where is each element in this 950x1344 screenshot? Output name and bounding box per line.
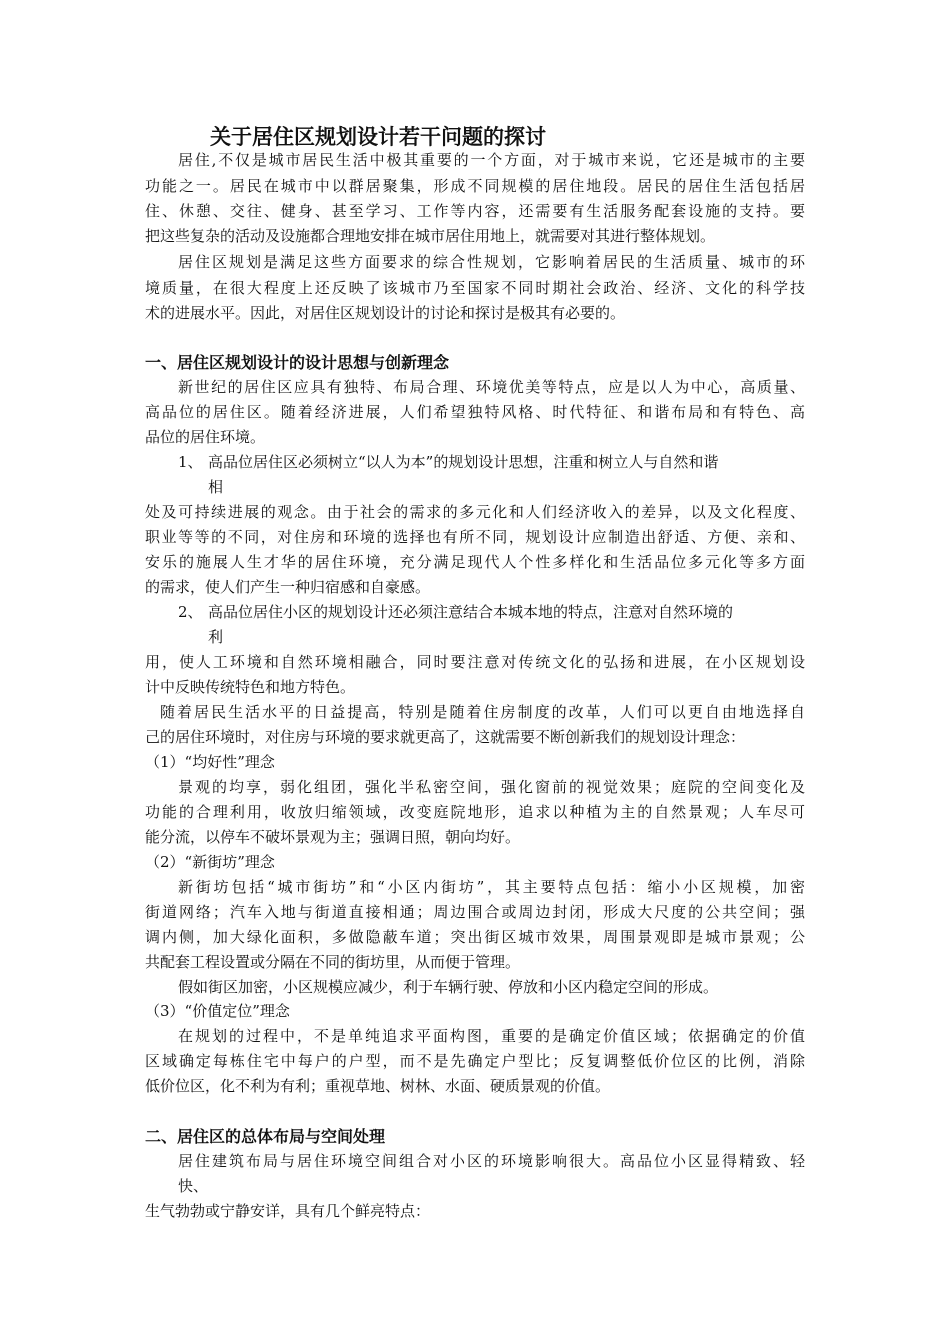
concept2-line-4: 共配套工程设置或分隔在不同的街坊里，从而便于管理。 [145, 953, 521, 971]
concept1-line-1: 景观的均享，弱化组团，强化半私密空间，强化窗前的视觉效果；庭院的空间变化及 [178, 778, 805, 796]
item1-line-3: 安乐的施展人生才华的居住环境，充分满足现代人个性多样化和生活品位多元化等多方面 [145, 553, 805, 571]
section1-heading: 一、居住区规划设计的设计思想与创新理念 [145, 353, 450, 372]
concept3-line-1: 在规划的过程中，不是单纯追求平面构图，重要的是确定价值区域；依据确定的价值 [178, 1027, 805, 1045]
concept3-label: （3）“价值定位”理念 [145, 1002, 290, 1020]
section1-p2-line-1: 随着居民生活水平的日益提高，特别是随着住房制度的改革，人们可以更自由地选择自 [160, 703, 805, 721]
intro-p2-line-1: 居住区规划是满足这些方面要求的综合性规划，它影响着居民的生活质量、城市的环 [178, 253, 805, 271]
intro-p2-line-2: 境质量，在很大程度上还反映了该城市乃至国家不同时期社会政治、经济、文化的科学技 [145, 279, 805, 297]
section1-p1-line-1: 新世纪的居住区应具有独特、布局合理、环境优美等特点，应是以人为中心，高质量、 [178, 378, 805, 396]
item2-line-1: 用，使人工环境和自然环境相融合，同时要注意对传统文化的弘扬和进展，在小区规划设 [145, 653, 805, 671]
item1-wrap: 相 [208, 478, 224, 496]
concept1-line-2: 功能的合理利用，收放归缩领域，改变庭院地形，追求以种植为主的自然景观；人车尽可 [145, 803, 805, 821]
section1-p2-line-2: 己的居住环境时，对住房与环境的要求就更高了，这就需要不断创新我们的规划设计理念： [145, 728, 746, 746]
item2-first-line: 高品位居住小区的规划设计还必须注意结合本城本地的特点，注意对自然环境的 [208, 603, 734, 621]
intro-p1-line-1: 居住,不仅是城市居民生活中极其重要的一个方面，对于城市来说，它还是城市的主要 [178, 151, 805, 169]
concept1-line-3: 能分流，以停车不破坏景观为主；强调日照，朝向均好。 [145, 828, 521, 846]
item1-line-1: 处及可持续进展的观念。由于社会的需求的多元化和人们经济收入的差异，以及文化程度、 [145, 503, 805, 521]
concept3-line-3: 低价位区，化不利为有利；重视草地、树林、水面、硬质景观的价值。 [145, 1077, 611, 1095]
section2-heading: 二、居住区的总体布局与空间处理 [145, 1127, 386, 1146]
intro-p1-line-2: 功能之一。居民在城市中以群居聚集，形成不同规模的居住地段。居民的居住生活包括居 [145, 177, 805, 195]
concept3-line-2: 区域确定每栋住宅中每户的户型，而不是先确定户型比；反复调整低价位区的比例，消除 [145, 1052, 805, 1070]
item1-line-4: 的需求，使人们产生一种归宿感和自豪感。 [145, 578, 431, 596]
item1-line-2: 职业等等的不同，对住房和环境的选择也有所不同，规划设计应制造出舒适、方便、亲和、 [145, 528, 805, 546]
concept2-line-1: 新街坊包括“城市街坊”和“小区内街坊”，其主要特点包括：缩小小区规模，加密 [178, 878, 805, 896]
document-title: 关于居住区规划设计若干问题的探讨 [210, 125, 546, 149]
section1-p1-line-2: 高品位的居住区。随着经济进展，人们希望独特风格、时代特征、和谐布局和有特色、高 [145, 403, 805, 421]
section2-wrap: 快、 [178, 1177, 209, 1195]
concept2-label: （2）“新街坊”理念 [145, 853, 275, 871]
section1-p1-line-3: 品位的居住环境。 [145, 428, 266, 446]
intro-p1-line-3: 住、休憩、交往、健身、甚至学习、工作等内容，还需要有生活服务配套设施的支持。要 [145, 202, 805, 220]
concept2-line-2: 街道网络；汽车入地与街道直接相通；周边围合或周边封闭，形成大尺度的公共空间；强 [145, 903, 805, 921]
section2-first-line: 居住建筑布局与居住环境空间组合对小区的环境影响很大。高品位小区显得精致、轻 [178, 1152, 805, 1170]
item1-number: 1、 [178, 453, 203, 471]
item2-number: 2、 [178, 603, 203, 621]
concept2-extra: 假如街区加密，小区规模应减少，利于车辆行驶、停放和小区内稳定空间的形成。 [178, 978, 719, 996]
intro-p1-line-4: 把这些复杂的活动及设施都合理地安排在城市居住用地上，就需要对其进行整体规划。 [145, 227, 716, 245]
item2-wrap: 利 [208, 628, 224, 646]
section2-line-2: 生气勃勃或宁静安详，具有几个鲜亮特点： [145, 1202, 431, 1220]
item2-line-2: 计中反映传统特色和地方特色。 [145, 678, 356, 696]
intro-p2-line-3: 术的进展水平。因此，对居住区规划设计的讨论和探讨是极其有必要的。 [145, 304, 626, 322]
item1-first-line: 高品位居住区必须树立“以人为本”的规划设计思想，注重和树立人与自然和谐 [208, 453, 719, 471]
concept1-label: （1）“均好性”理念 [145, 753, 275, 771]
concept2-line-3: 调内侧，加大绿化面积，多做隐蔽车道；突出街区城市效果，周围景观即是城市景观；公 [145, 928, 805, 946]
